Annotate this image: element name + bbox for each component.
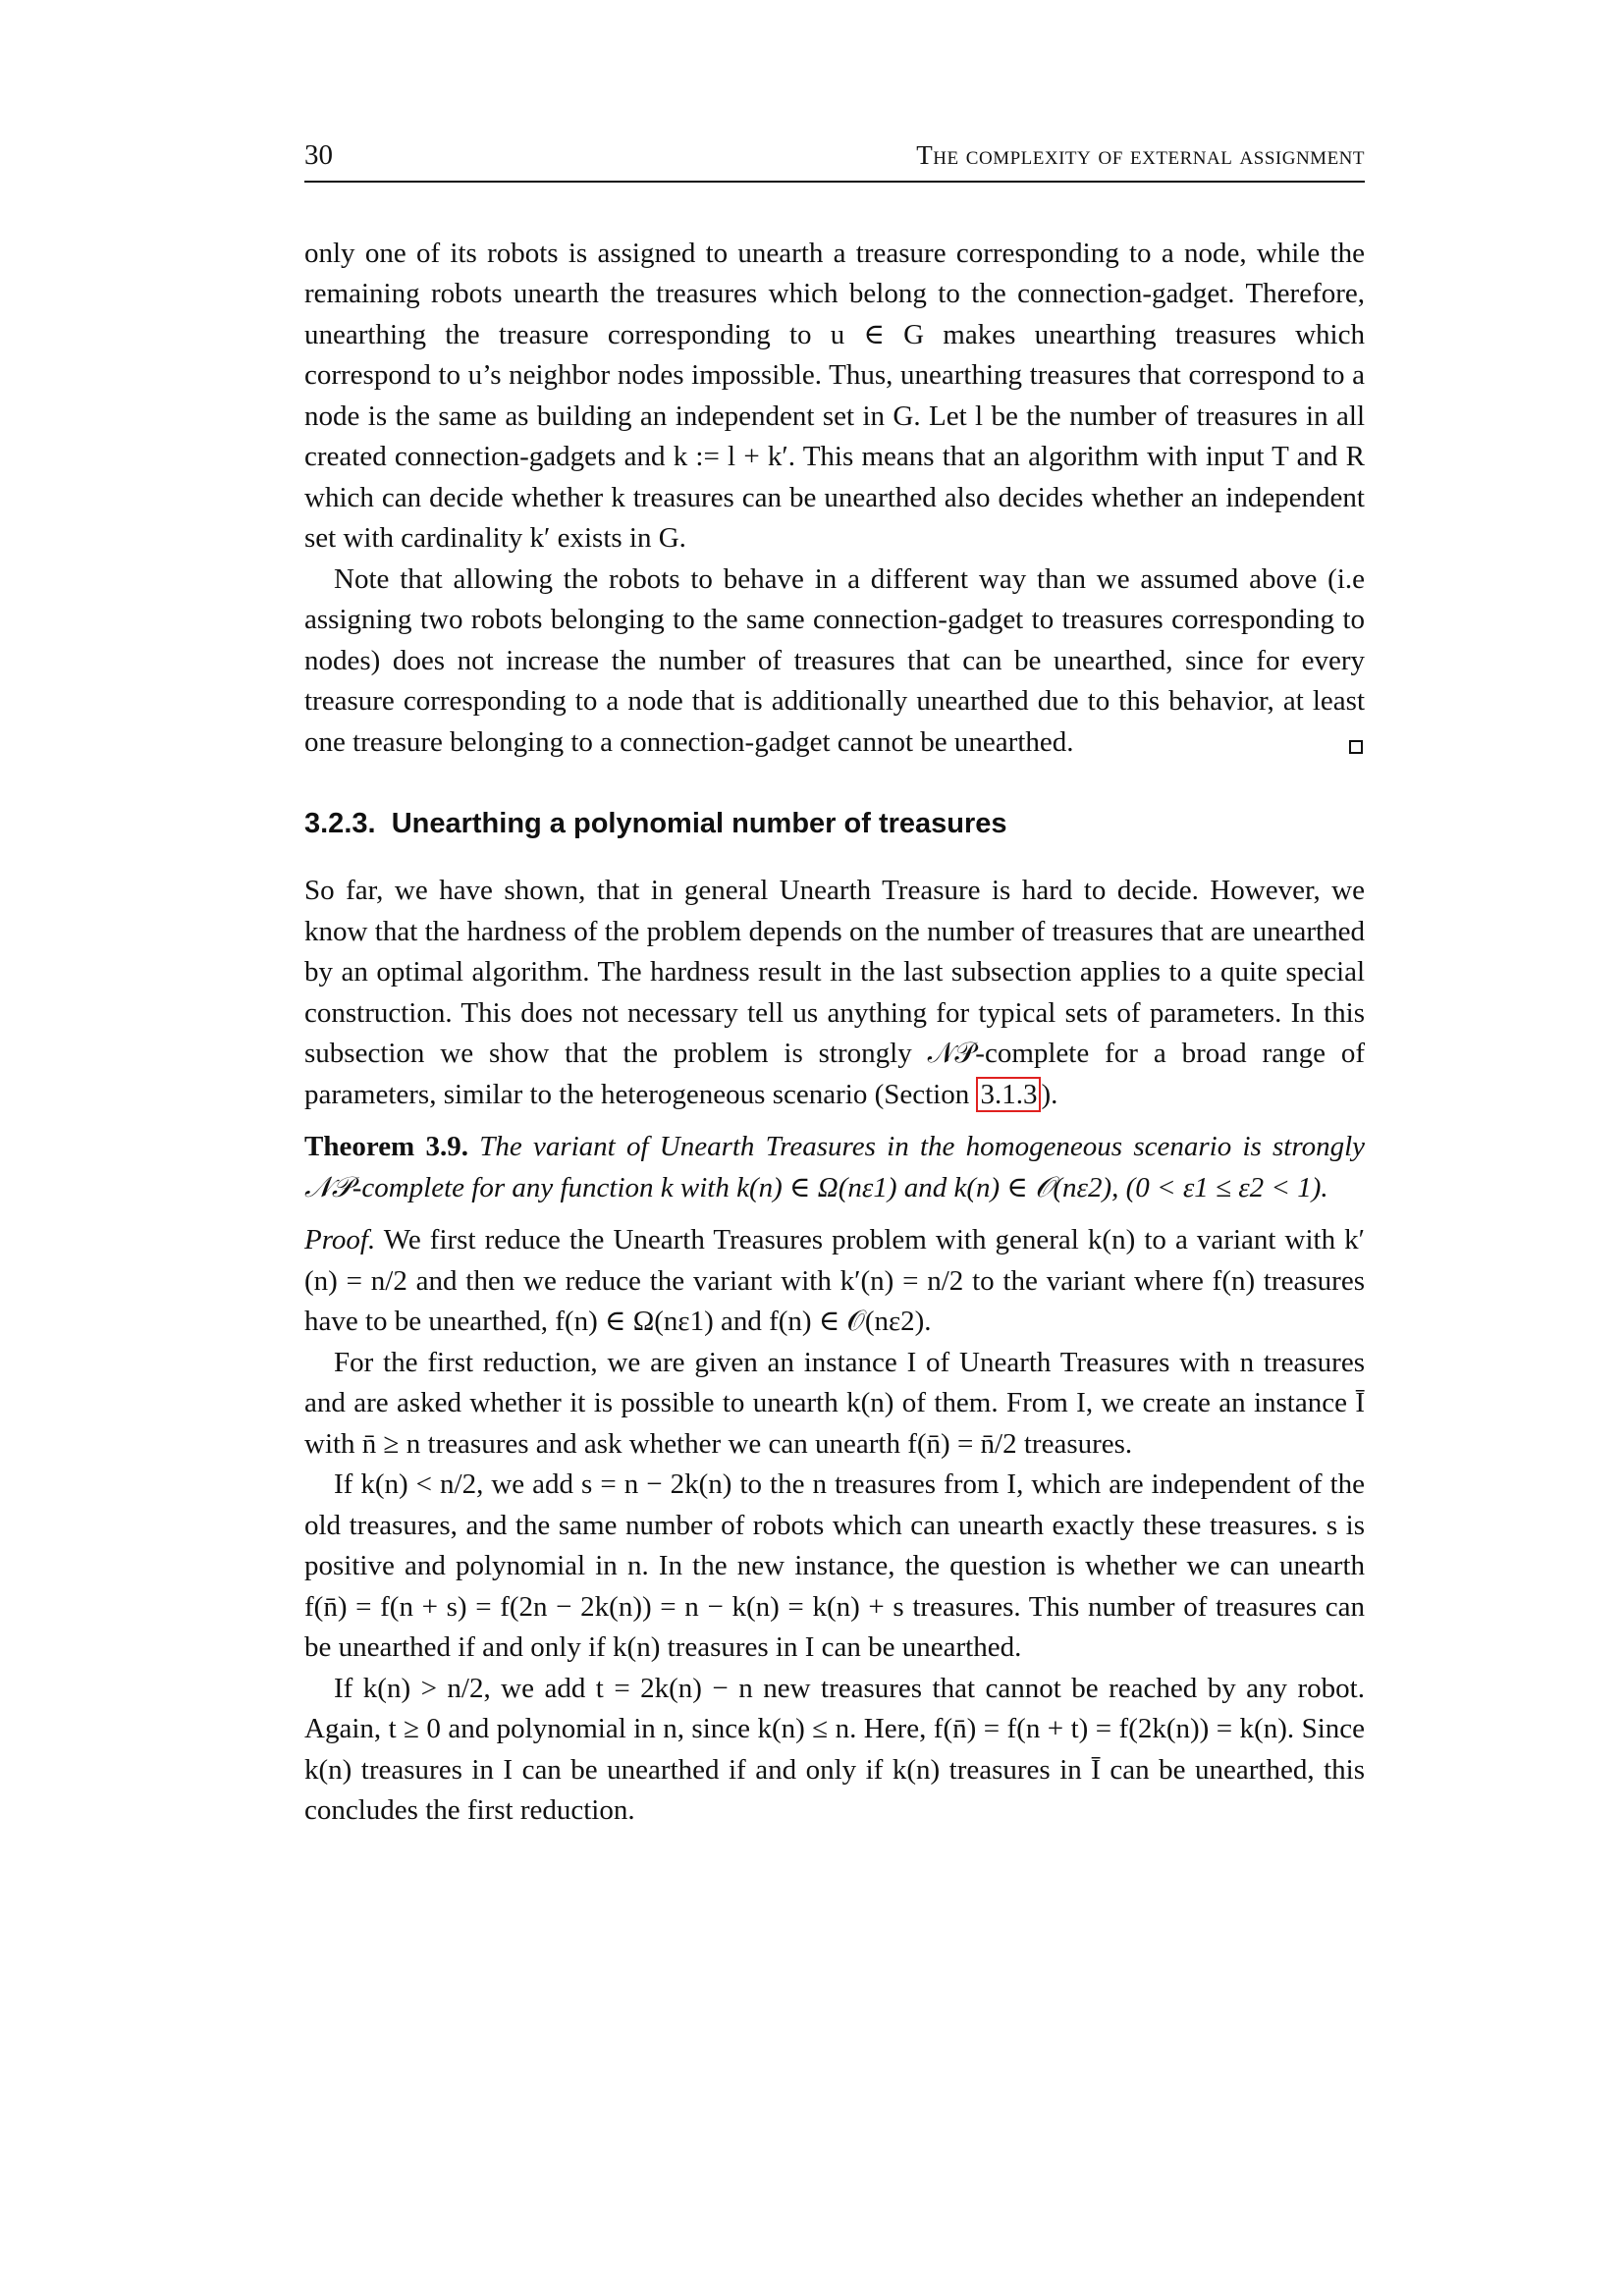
- paragraph-note-text: Note that allowing the robots to behave in a different way than we assumed above (i.e assigning two robots belonging to the same connection-gadget to treasures corresponding to nodes) does not increase the number of treasures that can be unearthed, since for every treasure corresponding to a node that is additionally unearthed due to this behavior, at least one treasure belonging to a connection-gadget cannot be unearthed.: [304, 562, 1365, 758]
- theorem-block: [304, 1127, 1365, 1208]
- proof-paragraph-2: For the first reduction, we are given an instance I of Unearth Treasures with n treasures and are asked whether it is possible to unearth k(n) of them. From I, we create an instance Ī with n̄ ≥ n treasures and ask whether we can unearth f(n̄) = n̄/2 treasures.: [304, 1346, 1365, 1460]
- proof-paragraph-4: If k(n) > n/2, we add t = 2k(n) − n new treasures that cannot be reached by any robot. Again, t ≥ 0 and polynomial in n, since k(n) ≤ n. Here, f(n̄) = f(n + t) = f(2k(n)) = k(n). Since k(n) treasures in I can be unearthed if and only if k(n) treasures in Ī can be unearthed, this concludes the first reduction.: [304, 1672, 1365, 1826]
- qed-square-icon: [1349, 740, 1363, 754]
- running-title: The complexity of external assignment: [916, 140, 1365, 170]
- proof-first-paragraph: [304, 1220, 1365, 1343]
- section-title: Unearthing a polynomial number of treasures: [391, 808, 1007, 839]
- page-number: 30: [304, 139, 333, 171]
- intro-text: So far, we have shown, that in general Unearth Treasure is hard to decide. However, we know that the hardness of the problem depends on the number of treasures that are unearthed by an optimal algorithm. The hardness result in the last subsection applies to a quite special construction. This does not necessary tell us anything for typical sets of parameters. In this subsection we show that the problem is strongly 𝒩𝒫-complete for a broad range of parameters, similar to the heterogeneous scenario (Section: [304, 875, 1365, 1110]
- paragraph-note: [304, 560, 1365, 764]
- section-reference-link[interactable]: 3.1.3: [976, 1077, 1041, 1112]
- section-heading: [304, 806, 1365, 841]
- page-body: [304, 234, 1365, 1832]
- paragraph-continuation: only one of its robots is assigned to unearth a treasure corresponding to a node, while the remaining robots unearth the treasures which belong to the connection-gadget. Therefore, unearthing the treasure corresponding to u ∈ G makes unearthing treasures which correspond to u’s neighbor nodes impossible. Thus, unearthing treasures that correspond to a node is the same as building an independent set in G. Let l be the number of treasures in all created connection-gadgets and k := l + k′. This means that an algorithm with input T and R which can decide whether k treasures can be unearthed also decides whether an independent set with cardinality k′ exists in G.: [304, 237, 1365, 554]
- proof-paragraph-3: If k(n) < n/2, we add s = n − 2k(n) to the n treasures from I, which are independent of the old treasures, and the same number of robots which can unearth exactly these treasures. s is positive and polynomial in n. In the new instance, the question is whether we can unearth f(n̄) = f(n + s) = f(2n − 2k(n)) = n − k(n) = k(n) + s treasures. This number of treasures can be unearthed if and only if k(n) treasures in I can be unearthed.: [304, 1468, 1365, 1663]
- proof-label: Proof.: [304, 1224, 376, 1255]
- paragraph-intro: [304, 871, 1365, 1115]
- running-header: [304, 135, 1365, 183]
- paper-page: [304, 135, 1365, 1832]
- theorem-label: Theorem 3.9.: [304, 1131, 468, 1162]
- theorem-statement: The variant of Unearth Treasures in the homogeneous scenario is strongly 𝒩𝒫-complete for any function k with k(n) ∈ Ω(nε1) and k(n) ∈ 𝒪(nε2), (0 < ε1 ≤ ε2 < 1).: [304, 1131, 1366, 1203]
- proof-text-1: We first reduce the Unearth Treasures problem with general k(n) to a variant with k′(n) = n/2 and then we reduce the variant with k′(n) = n/2 to the variant where f(n) treasures have to be unearthed, f(n) ∈ Ω(nε1) and f(n) ∈ 𝒪(nε2).: [304, 1224, 1365, 1337]
- intro-text-end: ).: [1041, 1078, 1058, 1110]
- section-number: 3.2.3.: [304, 808, 376, 839]
